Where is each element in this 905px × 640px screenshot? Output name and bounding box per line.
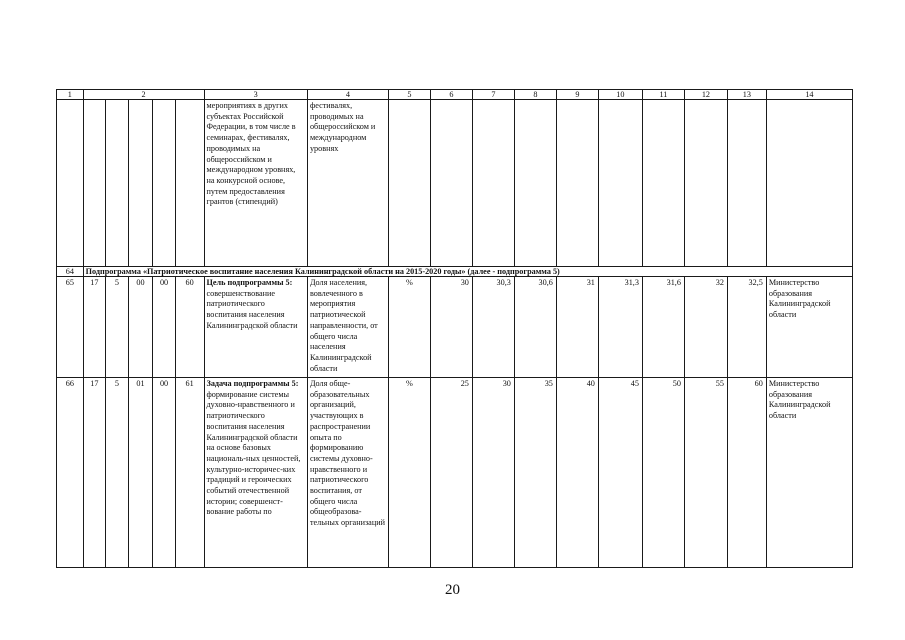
table-row [57,277,853,378]
table-cell [598,100,642,267]
value-cell: 45 [598,378,642,568]
table-cell [766,100,852,267]
code-cell: 17 [83,378,106,568]
value-cell: 60 [727,378,766,568]
value-cell: 55 [684,378,727,568]
indicator-cell: Доля обще-образовательных организаций, участвующих в распространении опыта по формированию системы духовно-нравственного и патриотического воспитания, от общего числа общеобразова-тельных организаций [307,378,388,568]
value-cell: 32 [684,277,727,378]
table-cell [128,100,153,267]
continuation-indicator: фестивалях, проводимых на общероссийском и международном уровнях [307,100,388,267]
header-col-3: 3 [204,90,307,100]
header-col-12: 12 [684,90,727,100]
value-cell: 31,3 [598,277,642,378]
table-cell [430,100,472,267]
row-number: 66 [57,378,84,568]
value-cell: 25 [430,378,472,568]
goal-label: Цель подпрограммы 5: [206,278,293,287]
subprogram-title: Подпрограмма «Патриотическое воспитание населения Калининградской области на 2015-2020 годы» (далее - подпрограмма 5) [83,267,852,277]
header-row [57,90,853,100]
header-col-6: 6 [430,90,472,100]
responsible-cell: Министерство образования Калининградской области [766,277,852,378]
table-row [57,378,853,568]
table-cell [388,100,430,267]
indicator-cell: Доля населения, вовлеченного в мероприятия патриотической направленности, от общего числа населения Калининградской области [307,277,388,378]
header-col-13: 13 [727,90,766,100]
task-label: Задача подпрограммы 5: [206,379,299,388]
code-cell: 5 [106,378,129,568]
indicators-table [56,89,853,568]
table-cell [727,100,766,267]
page-number: 20 [445,582,460,598]
value-cell: 35 [514,378,556,568]
table-cell [642,100,684,267]
value-cell: 31,6 [642,277,684,378]
table-cell [472,100,514,267]
table-cell [556,100,598,267]
value-cell: 30,3 [472,277,514,378]
value-cell: 31 [556,277,598,378]
value-cell: 30 [430,277,472,378]
value-cell: 30,6 [514,277,556,378]
code-cell: 61 [175,378,204,568]
header-col-1: 1 [57,90,84,100]
table-cell [83,100,106,267]
table-cell [57,100,84,267]
header-col-8: 8 [514,90,556,100]
code-cell: 00 [153,277,176,378]
header-col-11: 11 [642,90,684,100]
goal-text: совершенствование патриотического воспитания населения Калининградской области [206,288,298,330]
code-cell: 00 [128,277,153,378]
code-cell: 5 [106,277,129,378]
goal-name-cell [204,277,307,378]
responsible-cell: Министерство образования Калининградской области [766,378,852,568]
unit-cell: % [388,378,430,568]
value-cell: 32,5 [727,277,766,378]
table-cell [153,100,176,267]
header-col-4: 4 [307,90,388,100]
subprogram-number: 64 [57,267,84,277]
header-col-14: 14 [766,90,852,100]
task-name-cell [204,378,307,568]
code-cell: 00 [153,378,176,568]
code-cell: 17 [83,277,106,378]
continuation-name: мероприятиях в других субъектах Российской Федерации, в том числе в семинарах, фестивалях, проводимых на общероссийском и международном уровнях, на конкурсной основе, путем предоставления грантов (стипендий) [204,100,307,267]
code-cell: 01 [128,378,153,568]
header-col-9: 9 [556,90,598,100]
code-cell: 60 [175,277,204,378]
subprogram-row [57,267,853,277]
value-cell: 50 [642,378,684,568]
table-cell [175,100,204,267]
header-col-7: 7 [472,90,514,100]
header-col-10: 10 [598,90,642,100]
table-cell [514,100,556,267]
row-number: 65 [57,277,84,378]
task-text: формирование системы духовно-нравственного и патриотического воспитания населения Калининградской области на основе базовых националь-ных ценностей, культурно-историчес-ких традиций и героических событий отечественной истории; совершенст-вование работы по [206,389,301,517]
table-cell [684,100,727,267]
header-col-2: 2 [83,90,204,100]
value-cell: 30 [472,378,514,568]
continuation-row [57,100,853,267]
value-cell: 40 [556,378,598,568]
unit-cell: % [388,277,430,378]
table-cell [106,100,129,267]
header-col-5: 5 [388,90,430,100]
